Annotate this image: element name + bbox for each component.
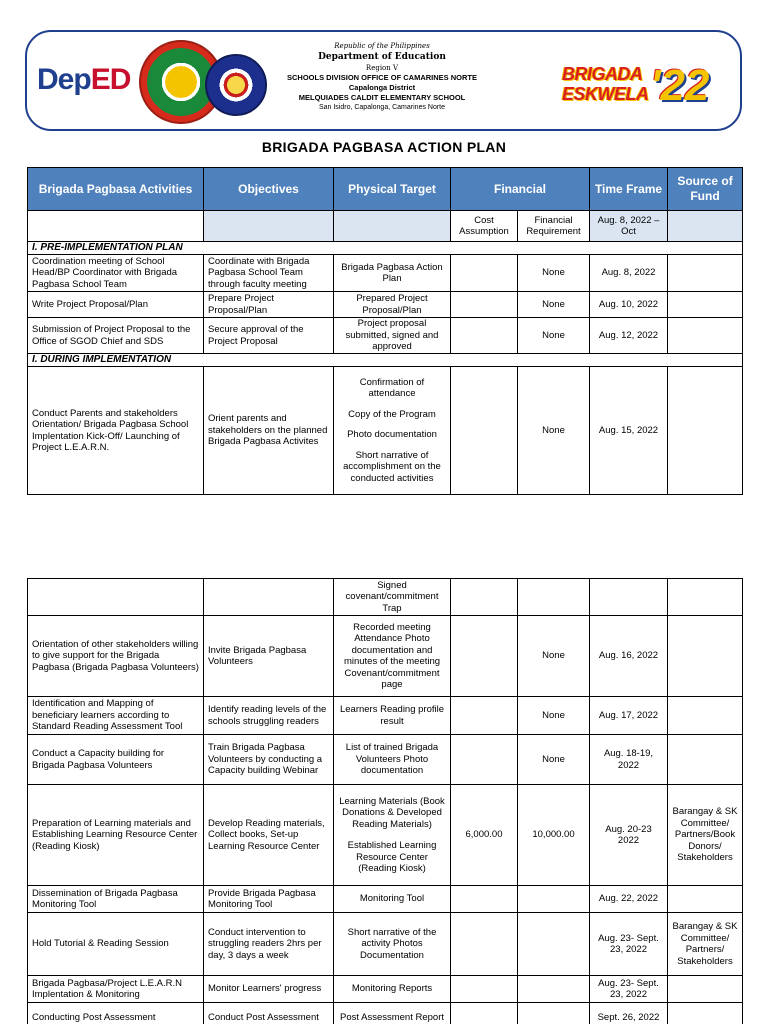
objective-cell: Prepare Project Proposal/Plan	[204, 292, 334, 318]
fund-cell	[668, 292, 743, 318]
fund-cell	[668, 255, 743, 292]
col-financial-requirement: Financial Requirement	[518, 211, 590, 242]
activity-cell: Dissemination of Brigada Pagbasa Monitoring Tool	[28, 886, 204, 913]
fund-cell	[668, 579, 743, 616]
col-objectives: Objectives	[204, 168, 334, 211]
table-subheader-row	[28, 211, 743, 242]
time-cell: Aug. 10, 2022	[590, 292, 668, 318]
objective-cell: Provide Brigada Pagbasa Monitoring Tool	[204, 886, 334, 913]
time-cell	[590, 579, 668, 616]
action-plan-table-continued	[27, 578, 743, 1024]
requirement-cell: None	[518, 735, 590, 785]
cost-cell	[451, 697, 518, 735]
eskwela-logo-word: ESKWELA	[562, 84, 649, 104]
activity-cell: Preparation of Learning materials and Establishing Learning Resource Center (Reading Kiosk)	[28, 785, 204, 886]
activity-cell: Conduct Parents and stakeholders Orientation/ Brigada Pagbasa School Implentation Kick-Off/ Launching of Project L.E.A.R.N.	[28, 367, 204, 495]
table-row	[28, 616, 743, 697]
target-line: Photo documentation	[347, 429, 437, 441]
time-cell: Sept. 26, 2022	[590, 1003, 668, 1024]
requirement-cell	[518, 976, 590, 1003]
objective-cell: Develop Reading materials, Collect books, Set-up Learning Resource Center	[204, 785, 334, 886]
table-row	[28, 886, 743, 913]
brigada-eskwela-logo	[562, 60, 712, 112]
subheader-blank	[28, 211, 204, 242]
objective-cell: Train Brigada Pagbasa Volunteers by conducting a Capacity building Webinar	[204, 735, 334, 785]
cost-cell	[451, 886, 518, 913]
time-cell: Aug. 15, 2022	[590, 367, 668, 495]
fund-cell	[668, 735, 743, 785]
requirement-cell: None	[518, 697, 590, 735]
col-time-frame-range: Aug. 8, 2022 – Oct	[590, 211, 668, 242]
target-cell: Learners Reading profile result	[334, 697, 451, 735]
target-cell: Short narrative of the activity Photos Documentation	[334, 913, 451, 976]
republic-text: Republic of the Philippines	[334, 42, 430, 50]
target-cell: Project proposal submitted, signed and approved	[334, 318, 451, 354]
section-row	[28, 354, 743, 367]
target-line: Copy of the Program	[348, 408, 436, 420]
table-row	[28, 697, 743, 735]
fund-cell	[668, 318, 743, 354]
target-cell: Monitoring Reports	[334, 976, 451, 1003]
col-financial: Financial	[451, 168, 590, 211]
activity-cell: Write Project Proposal/Plan	[28, 292, 204, 318]
objective-cell: Identify reading levels of the schools struggling readers	[204, 697, 334, 735]
objective-cell: Invite Brigada Pagbasa Volunteers	[204, 616, 334, 697]
target-cell: Post Assessment Report	[334, 1003, 451, 1024]
page-title: BRIGADA PAGBASA ACTION PLAN	[261, 139, 507, 155]
fund-cell	[668, 886, 743, 913]
activity-cell: Brigada Pagbasa/Project L.E.A.R.N Implentation & Monitoring	[28, 976, 204, 1003]
cost-cell	[451, 318, 518, 354]
time-cell: Aug. 8, 2022	[590, 255, 668, 292]
time-cell: Aug. 12, 2022	[590, 318, 668, 354]
cost-cell	[451, 255, 518, 292]
subheader-blank	[204, 211, 334, 242]
fund-cell	[668, 1003, 743, 1024]
table-row	[28, 913, 743, 976]
target-line: Established Learning Resource Center (Reading Kiosk)	[347, 840, 437, 874]
fund-cell	[668, 616, 743, 697]
target-cell: Signed covenant/commitment Trap	[334, 579, 451, 616]
fund-cell	[668, 976, 743, 1003]
deped-logo-ed: ED	[90, 63, 131, 96]
table-row	[28, 367, 743, 495]
school-name: MELQUIADES CALDIT ELEMENTARY SCHOOL	[298, 93, 466, 102]
col-source-of-fund: Source of Fund	[668, 168, 743, 211]
cost-cell	[451, 735, 518, 785]
cost-cell	[451, 579, 518, 616]
department-name: Department of Education	[318, 52, 446, 62]
time-cell: Aug. 20-23 2022	[590, 785, 668, 886]
brigada-logo-word: BRIGADA	[562, 64, 643, 84]
table-row	[28, 255, 743, 292]
cost-cell	[451, 913, 518, 976]
table-header-row	[28, 168, 743, 211]
fund-cell: Barangay & SK Committee/ Partners/ Stakeholders	[668, 913, 743, 976]
subheader-blank	[334, 211, 451, 242]
table-row	[28, 1003, 743, 1024]
cost-cell	[451, 292, 518, 318]
action-plan-table	[27, 167, 743, 495]
requirement-cell: None	[518, 255, 590, 292]
objective-cell: Orient parents and stakeholders on the planned Brigada Pagbasa Activites	[204, 367, 334, 495]
requirement-cell: None	[518, 292, 590, 318]
objective-cell: Coordinate with Brigada Pagbasa School Team through faculty meeting	[204, 255, 334, 292]
col-time-frame: Time Frame	[590, 168, 668, 211]
time-cell: Aug. 23- Sept. 23, 2022	[590, 976, 668, 1003]
region-text: Region V	[365, 64, 399, 72]
fund-cell	[668, 367, 743, 495]
objective-cell: Conduct Post Assessment	[204, 1003, 334, 1024]
target-cell: Monitoring Tool	[334, 886, 451, 913]
target-cell: Prepared Project Proposal/Plan	[334, 292, 451, 318]
col-cost-assumption: Cost Assumption	[451, 211, 518, 242]
target-line: Confirmation of attendance	[359, 376, 425, 400]
col-activities: Brigada Pagbasa Activities	[28, 168, 204, 211]
target-cell	[334, 367, 451, 495]
objective-cell: Monitor Learners' progress	[204, 976, 334, 1003]
requirement-cell: None	[518, 318, 590, 354]
objective-cell	[204, 579, 334, 616]
target-line: Short narrative of accomplishment on the conducted activities	[343, 449, 441, 484]
time-cell: Aug. 17, 2022	[590, 697, 668, 735]
time-cell: Aug. 18-19, 2022	[590, 735, 668, 785]
letterhead	[257, 42, 507, 111]
section-title: I. PRE-IMPLEMENTATION PLAN	[28, 242, 743, 255]
requirement-cell	[518, 1003, 590, 1024]
table-row	[28, 318, 743, 354]
table-row	[28, 292, 743, 318]
deped-logo-dep: Dep	[37, 63, 91, 96]
cost-cell	[451, 616, 518, 697]
deped-logo	[37, 60, 137, 100]
target-cell: Recorded meeting Attendance Photo documentation and minutes of the meeting Covenant/commitment page	[334, 616, 451, 697]
requirement-cell: None	[518, 367, 590, 495]
col-physical-target: Physical Target	[334, 168, 451, 211]
activity-cell	[28, 579, 204, 616]
table-row	[28, 976, 743, 1003]
fund-cell: Barangay & SK Committee/ Partners/Book Donors/ Stakeholders	[668, 785, 743, 886]
table-row	[28, 785, 743, 886]
activity-cell: Conducting Post Assessment	[28, 1003, 204, 1024]
activity-cell: Conduct a Capacity building for Brigada Pagbasa Volunteers	[28, 735, 204, 785]
activity-cell: Identification and Mapping of beneficiary learners according to Standard Reading Assessment Tool	[28, 697, 204, 735]
requirement-cell: 10,000.00	[518, 785, 590, 886]
target-cell: List of trained Brigada Volunteers Photo documentation	[334, 735, 451, 785]
subheader-blank	[668, 211, 743, 242]
objective-cell: Secure approval of the Project Proposal	[204, 318, 334, 354]
time-cell: Aug. 16, 2022	[590, 616, 668, 697]
table-row	[28, 579, 743, 616]
target-cell: Brigada Pagbasa Action Plan	[334, 255, 451, 292]
activity-cell: Submission of Project Proposal to the Office of SGOD Chief and SDS	[28, 318, 204, 354]
header-banner	[25, 30, 742, 131]
requirement-cell	[518, 579, 590, 616]
objective-cell: Conduct intervention to struggling readers 2hrs per day, 3 days a week	[204, 913, 334, 976]
school-address: San Isidro, Capalonga, Camarines Norte	[318, 104, 446, 111]
cost-cell: 6,000.00	[451, 785, 518, 886]
cost-cell	[451, 367, 518, 495]
target-line: Learning Materials (Book Donations & Developed Reading Materials)	[339, 795, 445, 830]
section-title: I. DURING IMPLEMENTATION	[28, 354, 743, 367]
time-cell: Aug. 23- Sept. 23, 2022	[590, 913, 668, 976]
requirement-cell	[518, 886, 590, 913]
table-row	[28, 735, 743, 785]
cost-cell	[451, 1003, 518, 1024]
fund-cell	[668, 697, 743, 735]
requirement-cell	[518, 913, 590, 976]
activity-cell: Coordination meeting of School Head/BP Coordinator with Brigada Pagbasa School Team	[28, 255, 204, 292]
target-cell	[334, 785, 451, 886]
activity-cell: Hold Tutorial & Reading Session	[28, 913, 204, 976]
division-text: SCHOOLS DIVISION OFFICE OF CAMARINES NORTE	[286, 73, 477, 82]
brigada-logo-year: '22	[650, 61, 710, 110]
time-cell: Aug. 22, 2022	[590, 886, 668, 913]
district-text: Capalonga District	[348, 83, 416, 92]
activity-cell: Orientation of other stakeholders willing to give support for the Brigada Pagbasa (Brigada Pagbasa Volunteers)	[28, 616, 204, 697]
requirement-cell: None	[518, 616, 590, 697]
section-row	[28, 242, 743, 255]
cost-cell	[451, 976, 518, 1003]
